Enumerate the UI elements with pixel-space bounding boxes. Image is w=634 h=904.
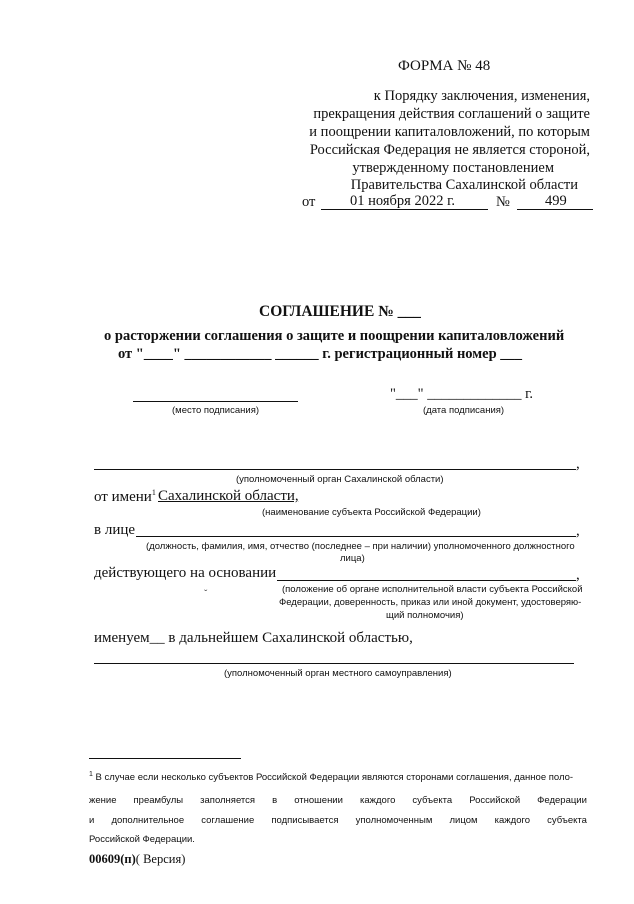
authority-line bbox=[94, 469, 576, 470]
authority-caption: (уполномоченный орган Сахалинской области) bbox=[236, 474, 444, 485]
footnote-line-2 bbox=[89, 795, 587, 806]
basis-line bbox=[277, 580, 576, 581]
footnote-word: жение bbox=[89, 795, 117, 806]
header-line-1: к Порядку заключения, изменения, bbox=[373, 88, 590, 104]
basis-caption-2: Федерации, доверенность, приказ или иной документ, удостоверяю- bbox=[279, 597, 582, 608]
basis-comma: , bbox=[576, 567, 580, 583]
footnote-word: и bbox=[89, 815, 95, 826]
person-line bbox=[136, 536, 576, 537]
person-label: в лице bbox=[94, 522, 136, 538]
region-caption: (наименование субъекта Российской Федерации) bbox=[262, 507, 481, 518]
header-date: 01 ноября 2022 г. bbox=[350, 193, 456, 209]
footnote-word: Российской bbox=[469, 795, 521, 806]
header-number: 499 bbox=[545, 193, 567, 209]
form-number: ФОРМА № 48 bbox=[398, 58, 491, 74]
footnote-word: дополнительное bbox=[111, 815, 185, 826]
authority-comma: , bbox=[576, 456, 580, 472]
on-behalf-label bbox=[94, 488, 156, 506]
footnote-word: преамбулы bbox=[133, 795, 184, 806]
footnote-word: субъекта bbox=[547, 815, 587, 826]
footnote-line-3 bbox=[89, 815, 587, 826]
person-comma: , bbox=[576, 523, 580, 539]
agreement-subtitle: о расторжении соглашения о защите и поощрении капиталовложений bbox=[104, 328, 565, 344]
footnote-word: субъекта bbox=[412, 795, 453, 806]
header-line-5: утвержденному постановлением bbox=[352, 160, 554, 176]
footnote-word: в bbox=[272, 795, 278, 806]
header-from-label: от bbox=[302, 194, 316, 210]
header-line-3: и поощрении капиталовложений, по которым bbox=[309, 124, 590, 140]
header-line-2: прекращения действия соглашений о защите bbox=[313, 106, 590, 122]
municipal-caption: (уполномоченный орган местного самоуправления) bbox=[224, 668, 452, 679]
basis-caption-3: щий полномочия) bbox=[386, 610, 464, 621]
person-caption-2: лица) bbox=[340, 553, 365, 564]
basis-label: действующего на основании bbox=[94, 565, 277, 581]
signing-date-caption: (дата подписания) bbox=[423, 405, 505, 416]
footnote-ref: 1 bbox=[151, 488, 156, 497]
municipal-line bbox=[94, 663, 574, 664]
footnote-separator bbox=[89, 758, 241, 759]
doc-code-number: 00609(п) bbox=[89, 852, 136, 866]
region-name: Сахалинской области, bbox=[158, 488, 299, 504]
header-line-6: Правительства Сахалинской области bbox=[350, 177, 578, 193]
agreement-title: СОГЛАШЕНИЕ № ___ bbox=[259, 303, 421, 320]
footnote-word: уполномоченным bbox=[355, 815, 433, 826]
footnote-mark: 1 bbox=[89, 771, 93, 778]
stray-mark-icon: ˇ bbox=[204, 589, 208, 600]
signing-date-fill: "___" _____________ г. bbox=[390, 386, 534, 402]
header-line-4: Российская Федерация не является стороной, bbox=[309, 142, 590, 158]
header-number-label: № bbox=[496, 194, 510, 210]
person-caption-1: (должность, фамилия, имя, отчество (последнее – при наличии) уполномоченного должностного bbox=[146, 541, 575, 552]
basis-caption-1: (положение об органе исполнительной власти субъекта Российской bbox=[282, 584, 583, 595]
footnote-word: подписывается bbox=[271, 815, 339, 826]
doc-code-version: ( Версия) bbox=[135, 852, 186, 866]
signing-place-line bbox=[133, 401, 298, 402]
doc-code bbox=[89, 852, 185, 867]
footnote-word: соглашение bbox=[201, 815, 255, 826]
footnote-word: отношении bbox=[294, 795, 343, 806]
footnote-line-1 bbox=[89, 771, 573, 783]
agreement-date-line: от "____" ____________ ______ г. регистрационный номер ___ bbox=[118, 346, 523, 362]
footnote-text-1: В случае если несколько субъектов Российской Федерации являются сторонами соглашения, данное поло- bbox=[95, 772, 574, 784]
named-text: именуем__ в дальнейшем Сахалинской областью, bbox=[94, 630, 413, 646]
footnote-word: заполняется bbox=[200, 795, 256, 806]
footnote-word: Федерации bbox=[537, 795, 587, 806]
footnote-word: лицом bbox=[449, 815, 478, 826]
on-behalf-text: от имени bbox=[94, 489, 152, 505]
footnote-word: каждого bbox=[359, 795, 396, 806]
signing-place-caption: (место подписания) bbox=[172, 405, 260, 416]
footnote-line-4: Российской Федерации. bbox=[89, 834, 195, 845]
footnote-word: каждого bbox=[494, 815, 531, 826]
